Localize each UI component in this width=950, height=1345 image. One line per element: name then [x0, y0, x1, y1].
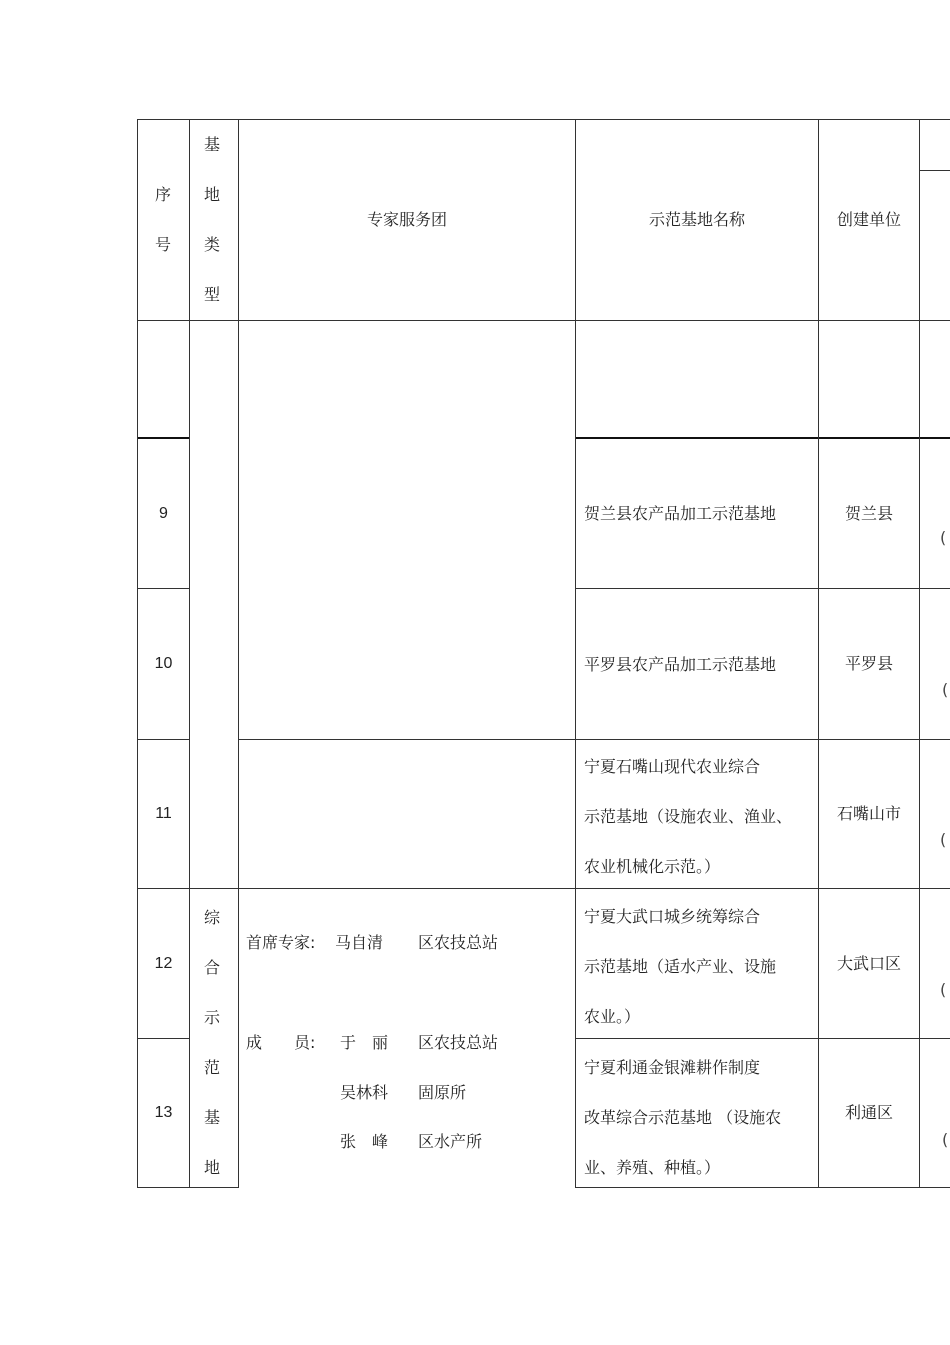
base-name-line: 示范基地（设施农业、渔业、 — [584, 807, 793, 826]
header-seq — [151, 170, 175, 270]
chief-expert-role: 首席专家: — [246, 933, 316, 952]
member-name: 张 峰 — [340, 1132, 389, 1151]
header-expert-team: 专家服务团 — [366, 210, 447, 229]
group-type-char: 范 — [203, 1058, 220, 1077]
member-name: 于 丽 — [340, 1033, 389, 1052]
member-name: 吴林科 — [340, 1083, 389, 1102]
row-12-base-name — [584, 892, 776, 1042]
member-org: 区农技总站 — [418, 1033, 499, 1052]
row-13-cut-text: ( — [942, 1130, 949, 1149]
header-type-char: 类 — [203, 235, 220, 254]
row-9-base-name — [584, 489, 776, 539]
row-12-cut-text: ( — [940, 980, 947, 999]
group-type — [200, 893, 224, 1193]
row-11-cut-text: ( — [940, 830, 947, 849]
base-name-line: 示范基地（适水产业、设施 — [584, 957, 777, 976]
header-bottom-line — [137, 320, 950, 321]
row-11-base-name — [584, 742, 792, 892]
member-org: 固原所 — [418, 1083, 467, 1102]
row-13-base-name — [584, 1043, 781, 1193]
row-10-base-name — [584, 640, 776, 690]
member-org: 区水产所 — [418, 1132, 483, 1151]
group-type-char: 综 — [203, 908, 220, 927]
header-subline — [919, 170, 950, 171]
base-name-line: 农业。） — [584, 1007, 641, 1026]
row-no-13: 13 — [154, 1104, 173, 1121]
base-name-line: 宁夏利通金银滩耕作制度 — [584, 1058, 761, 1077]
header-seq-char: 序 — [154, 185, 171, 204]
row-11-unit: 石嘴山市 — [836, 804, 901, 823]
row-9-unit: 贺兰县 — [844, 503, 893, 523]
header-type-char: 型 — [203, 285, 220, 304]
group-type-char: 合 — [203, 958, 220, 977]
group-type-char: 地 — [203, 1158, 220, 1177]
header-type-char: 地 — [203, 185, 220, 204]
group-type-char: 基 — [203, 1108, 220, 1127]
members-label: 成 员: — [246, 1033, 316, 1052]
chief-expert-name: 马自清 — [335, 933, 384, 952]
row-12-unit: 大武口区 — [836, 953, 901, 973]
row-no-11: 11 — [155, 805, 172, 822]
group-type-char: 示 — [203, 1008, 220, 1027]
header-seq-char: 号 — [154, 235, 171, 254]
row-no-12: 12 — [154, 954, 173, 972]
base-name-line: 改革综合示范基地 （设施农 — [584, 1108, 782, 1127]
base-name-line: 平罗县农产品加工示范基地 — [584, 655, 777, 674]
chief-expert-org: 区农技总站 — [418, 933, 499, 952]
row-no-10: 10 — [154, 655, 173, 672]
col-line-5 — [919, 119, 920, 1188]
header-base-name: 示范基地名称 — [648, 210, 745, 229]
row-10-cut-text: ( — [942, 680, 949, 699]
base-name-line: 业、养殖、种植。） — [584, 1158, 721, 1177]
row-9-cut-text: ( — [940, 528, 947, 547]
base-name-line: 宁夏大武口城乡统筹综合 — [584, 907, 761, 926]
base-name-line: 宁夏石嘴山现代农业综合 — [584, 757, 761, 776]
row-no-9: 9 — [159, 504, 168, 522]
row-10-unit: 平罗县 — [844, 654, 893, 673]
base-name-line: 贺兰县农产品加工示范基地 — [584, 504, 777, 523]
header-unit: 创建单位 — [836, 210, 901, 229]
col-line-1 — [189, 119, 190, 1188]
base-name-line: 农业机械化示范。） — [584, 857, 721, 876]
header-type — [200, 120, 224, 320]
row-13-unit: 利通区 — [844, 1103, 893, 1122]
header-type-char: 基 — [203, 135, 220, 154]
